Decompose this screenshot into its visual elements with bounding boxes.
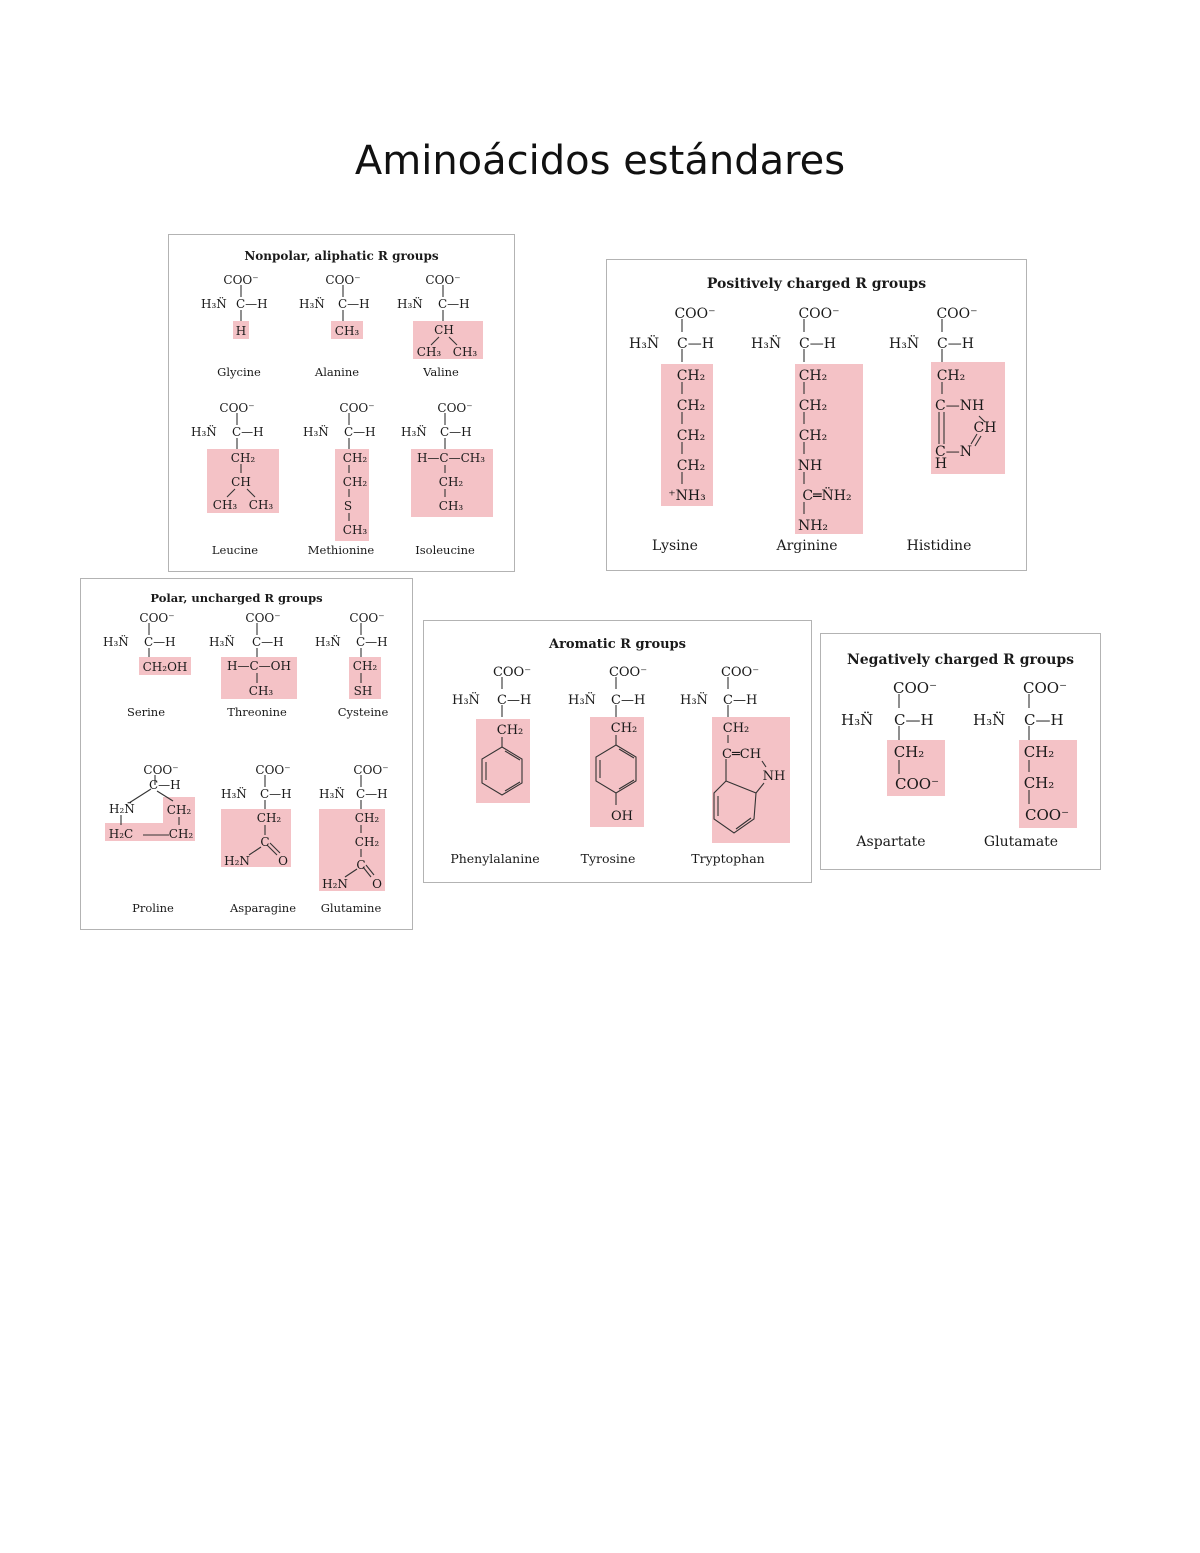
amino-group: H₃N̈ bbox=[319, 787, 345, 801]
structure-isoleucine bbox=[399, 401, 509, 561]
r-group-h: H bbox=[934, 456, 948, 472]
r-group-ch: CH bbox=[973, 420, 997, 436]
amino-acid-name: Proline bbox=[132, 901, 174, 915]
carboxylate: COO⁻ bbox=[349, 611, 385, 625]
r-group-ch2-1: CH₂ bbox=[676, 368, 706, 384]
amino-group: H₃N̈ bbox=[973, 711, 1006, 729]
r-group-guanidino: C═N̈H₂ bbox=[802, 488, 852, 504]
amino-acid-name: Leucine bbox=[211, 543, 259, 557]
r-group-sulfur: S bbox=[343, 499, 353, 513]
amino-acid-name: Serine bbox=[126, 705, 166, 719]
amino-group: H₃N̈ bbox=[401, 425, 427, 439]
carboxylate: COO⁻ bbox=[219, 401, 255, 415]
panel-title: Polar, uncharged R groups bbox=[150, 591, 323, 605]
r-group-h2n: H₂N bbox=[224, 854, 250, 868]
r-group-ch3: CH₃ bbox=[342, 523, 368, 537]
r-group-nh3: ⁺NH₃ bbox=[668, 488, 706, 504]
r-group-ch2-1: CH₂ bbox=[354, 811, 380, 825]
carboxylate: COO⁻ bbox=[1023, 679, 1067, 697]
alpha-carbon: C—H bbox=[252, 635, 284, 649]
r-group-ch2: CH₂ bbox=[352, 659, 378, 673]
structure-aspartate bbox=[839, 680, 959, 860]
carboxylate: COO⁻ bbox=[353, 763, 389, 777]
amino-acid-name: Valine bbox=[423, 365, 459, 379]
structure-phenylalanine bbox=[450, 663, 560, 873]
r-group-ch: CH bbox=[434, 323, 454, 337]
r-group-ch2: CH₂ bbox=[610, 721, 638, 736]
amino-acid-arginine bbox=[749, 304, 879, 554]
structure-leucine bbox=[189, 401, 289, 561]
structure-histidine bbox=[887, 304, 1017, 554]
r-group-c-n: C—N bbox=[935, 444, 972, 460]
r-group-ch2: CH₂ bbox=[893, 743, 925, 761]
structure-tyrosine bbox=[566, 663, 676, 873]
alpha-carbon: C—H bbox=[677, 336, 714, 352]
amino-group: H₂N̈ bbox=[109, 802, 135, 816]
alpha-carbon: C—H bbox=[937, 336, 974, 352]
carboxylate: COO⁻ bbox=[437, 401, 473, 415]
panel-title: Nonpolar, aliphatic R groups bbox=[244, 249, 439, 263]
amino-acid-leucine bbox=[189, 401, 289, 561]
r-group-ch2-2: CH₂ bbox=[676, 398, 706, 414]
alpha-carbon: C—H bbox=[338, 297, 370, 311]
r-group-ch2-3: CH₂ bbox=[676, 428, 706, 444]
alpha-carbon: C—H bbox=[144, 635, 176, 649]
r-group-ch3-right: CH₃ bbox=[452, 345, 478, 359]
panel-aromatic bbox=[423, 620, 812, 883]
structure-tryptophan bbox=[678, 663, 808, 873]
amino-acid-proline bbox=[103, 763, 203, 923]
r-group-ch: CH bbox=[231, 475, 251, 489]
r-group-c: C bbox=[356, 858, 366, 872]
r-group: CH₃ bbox=[334, 324, 360, 338]
amino-acid-name: Aspartate bbox=[856, 834, 926, 850]
amino-acid-name: Methionine bbox=[307, 543, 375, 557]
panel-title: Positively charged R groups bbox=[706, 276, 927, 292]
alpha-carbon: C—H bbox=[1024, 711, 1064, 729]
r-group-ch2: CH₂ bbox=[496, 723, 524, 738]
r-group-ch2-top: CH₂ bbox=[166, 803, 192, 817]
amino-group: H₃N̈ bbox=[303, 425, 329, 439]
structure-glutamate bbox=[971, 680, 1101, 860]
alpha-carbon: C—H bbox=[894, 711, 934, 729]
amino-acid-glutamine bbox=[317, 763, 417, 923]
r-group-ch-ch3: H—C—CH₃ bbox=[416, 451, 486, 465]
r-group-ch3-right: CH₃ bbox=[248, 498, 274, 512]
alpha-carbon: C—H bbox=[236, 297, 268, 311]
carboxylate: COO⁻ bbox=[798, 306, 840, 322]
structure-proline bbox=[103, 763, 203, 923]
r-group-sh: SH bbox=[353, 684, 373, 698]
amino-acid-name: Asparagine bbox=[229, 901, 297, 915]
r-group-ch2-2: CH₂ bbox=[342, 475, 368, 489]
carboxylate: COO⁻ bbox=[245, 611, 281, 625]
amino-acid-name: Lysine bbox=[652, 538, 698, 554]
r-group-ch2-2: CH₂ bbox=[798, 398, 828, 414]
r-group-nh2: NH₂ bbox=[797, 518, 829, 534]
r-group-ch2: CH₂ bbox=[256, 811, 282, 825]
amino-acid-phenylalanine bbox=[450, 663, 560, 873]
amino-group: H₃N̈ bbox=[221, 787, 247, 801]
r-group-ch2-1: CH₂ bbox=[798, 368, 828, 384]
r-group-ch2-bottom: CH₂ bbox=[168, 827, 194, 841]
alpha-carbon: C—H bbox=[344, 425, 376, 439]
amino-acid-glutamate bbox=[971, 680, 1101, 860]
amino-acid-name: Tryptophan bbox=[691, 851, 765, 866]
amino-acid-lysine bbox=[627, 304, 737, 554]
r-group-h2n: H₂N bbox=[322, 877, 348, 891]
r-group-ch2-4: CH₂ bbox=[676, 458, 706, 474]
r-group-coo: COO⁻ bbox=[1025, 806, 1069, 824]
carboxylate: COO⁻ bbox=[339, 401, 375, 415]
amino-group: H₃N̈ bbox=[397, 297, 423, 311]
structure-lysine bbox=[627, 304, 737, 554]
alpha-carbon: C—H bbox=[497, 693, 532, 708]
r-group-h2c: H₂C bbox=[108, 827, 134, 841]
amino-acid-aspartate bbox=[839, 680, 959, 860]
r-group-ch2-2: CH₂ bbox=[1023, 774, 1055, 792]
amino-group: H₃N̈ bbox=[209, 635, 235, 649]
document-title: Aminoácidos estándares bbox=[354, 138, 846, 184]
amino-acid-alanine bbox=[297, 273, 377, 383]
amino-acid-threonine bbox=[207, 611, 307, 721]
amino-acid-name: Alanine bbox=[314, 365, 360, 379]
r-group-o: O bbox=[372, 877, 382, 891]
amino-acid-name: Histidine bbox=[906, 538, 972, 554]
r-group-o: O bbox=[278, 854, 288, 868]
r-group-c-nh: C—NH bbox=[935, 398, 985, 414]
r-group: CH₂OH bbox=[142, 660, 188, 674]
amino-group: H₃N̈ bbox=[299, 297, 325, 311]
r-group-ch2-2: CH₂ bbox=[354, 835, 380, 849]
panel-title: Aromatic R groups bbox=[549, 637, 686, 652]
carboxylate: COO⁻ bbox=[608, 665, 648, 680]
amino-acid-glycine bbox=[199, 273, 279, 383]
r-group: H bbox=[235, 324, 247, 338]
r-group-ch2: CH₂ bbox=[230, 451, 256, 465]
amino-group: H₃N̈ bbox=[191, 425, 217, 439]
structure-methionine bbox=[301, 401, 401, 561]
r-group-ch2-1: CH₂ bbox=[342, 451, 368, 465]
amino-acid-name: Glycine bbox=[217, 365, 261, 379]
alpha-carbon: C—H bbox=[438, 297, 470, 311]
amino-group: H₃N̈ bbox=[889, 336, 920, 352]
carboxylate: COO⁻ bbox=[492, 665, 532, 680]
panel-negatively-charged bbox=[820, 633, 1101, 870]
amino-acid-serine bbox=[101, 611, 201, 721]
amino-acid-cysteine bbox=[313, 611, 413, 721]
amino-acid-name: Phenylalanine bbox=[450, 851, 540, 866]
r-group-nh: NH bbox=[797, 458, 823, 474]
alpha-carbon: C—H bbox=[149, 778, 181, 792]
amino-group: H₃N̈ bbox=[568, 693, 596, 708]
r-group-ch3: CH₃ bbox=[248, 684, 274, 698]
amino-acid-name: Arginine bbox=[776, 538, 838, 554]
carboxylate: COO⁻ bbox=[255, 763, 291, 777]
amino-acid-isoleucine bbox=[399, 401, 509, 561]
alpha-carbon: C—H bbox=[611, 693, 646, 708]
carboxylate: COO⁻ bbox=[139, 611, 175, 625]
r-group-ch3-left: CH₃ bbox=[416, 345, 442, 359]
r-group-ch2-1: CH₂ bbox=[1023, 743, 1055, 761]
amino-acid-histidine bbox=[887, 304, 1017, 554]
carboxylate: COO⁻ bbox=[143, 763, 179, 777]
r-group-ch3: CH₃ bbox=[438, 499, 464, 513]
carboxylate: COO⁻ bbox=[720, 665, 760, 680]
panel-title: Negatively charged R groups bbox=[846, 652, 1075, 668]
r-group-ch2: CH₂ bbox=[722, 721, 750, 736]
amino-group: H₃N̈ bbox=[452, 693, 480, 708]
amino-group: H₃N̈ bbox=[201, 297, 227, 311]
structure-arginine bbox=[749, 304, 879, 554]
amino-group: H₃N̈ bbox=[315, 635, 341, 649]
amino-group: H₃N̈ bbox=[680, 693, 708, 708]
r-group-ch2: CH₂ bbox=[936, 368, 966, 384]
amino-group: H₃N̈ bbox=[751, 336, 782, 352]
amino-acid-name: Cysteine bbox=[337, 705, 389, 719]
alpha-carbon: C—H bbox=[799, 336, 836, 352]
amino-acid-methionine bbox=[301, 401, 401, 561]
amino-acid-tyrosine bbox=[566, 663, 676, 873]
alpha-carbon: C—H bbox=[356, 787, 388, 801]
r-group-coo: COO⁻ bbox=[895, 775, 939, 793]
r-group-c: C bbox=[260, 835, 270, 849]
alpha-carbon: C—H bbox=[356, 635, 388, 649]
carboxylate: COO⁻ bbox=[223, 273, 259, 287]
r-group-nh: NH bbox=[762, 769, 786, 784]
r-group-c-ch: C═CH bbox=[722, 747, 762, 762]
amino-acid-tryptophan bbox=[678, 663, 808, 873]
amino-acid-name: Glutamate bbox=[983, 834, 1059, 850]
structure-asparagine bbox=[219, 763, 319, 923]
carboxylate: COO⁻ bbox=[893, 679, 937, 697]
amino-acid-name: Tyrosine bbox=[580, 851, 636, 866]
amino-acid-asparagine bbox=[219, 763, 319, 923]
carboxylate: COO⁻ bbox=[425, 273, 461, 287]
amino-acid-valine bbox=[395, 273, 495, 383]
alpha-carbon: C—H bbox=[260, 787, 292, 801]
alpha-carbon: C—H bbox=[440, 425, 472, 439]
amino-group: H₃N̈ bbox=[841, 711, 874, 729]
r-group-ch2-3: CH₂ bbox=[798, 428, 828, 444]
amino-acid-name: Isoleucine bbox=[415, 543, 475, 557]
panel-nonpolar-aliphatic bbox=[168, 234, 515, 572]
carboxylate: COO⁻ bbox=[674, 306, 716, 322]
panel-positively-charged bbox=[606, 259, 1027, 571]
carboxylate: COO⁻ bbox=[325, 273, 361, 287]
r-group-ch3-left: CH₃ bbox=[212, 498, 238, 512]
r-group-ch-oh: H—C—OH bbox=[227, 659, 291, 673]
amino-acid-name: Threonine bbox=[227, 705, 287, 719]
r-group-ch2: CH₂ bbox=[438, 475, 464, 489]
amino-acid-name: Glutamine bbox=[320, 901, 382, 915]
r-group-oh: OH bbox=[611, 809, 633, 824]
panel-polar-uncharged bbox=[80, 578, 413, 930]
structure-glutamine bbox=[317, 763, 417, 923]
amino-group: H₃N̈ bbox=[629, 336, 660, 352]
carboxylate: COO⁻ bbox=[936, 306, 978, 322]
amino-group: H₃N̈ bbox=[103, 635, 129, 649]
alpha-carbon: C—H bbox=[232, 425, 264, 439]
alpha-carbon: C—H bbox=[723, 693, 758, 708]
